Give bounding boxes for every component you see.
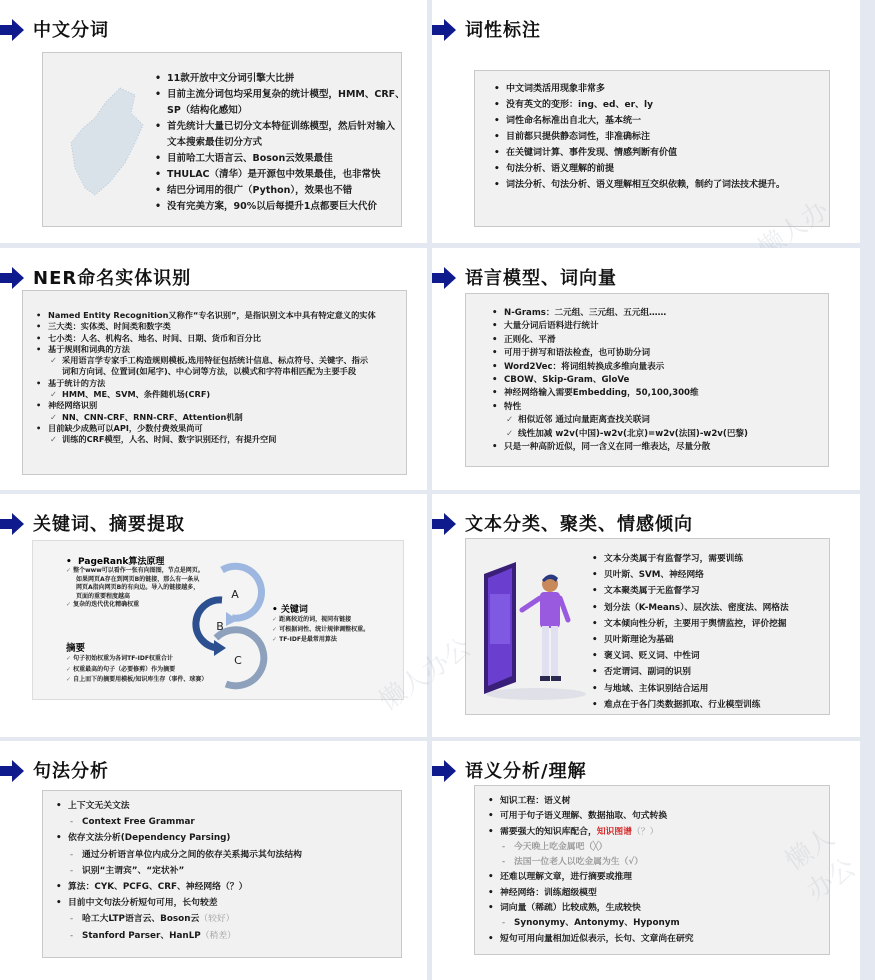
- list-item: [56, 863, 302, 879]
- list-item-text: 可用于句子语义理解、数据抽取、句式转换: [500, 811, 668, 822]
- list-item-text: 没有完美方案，90%以后每提升1点都要巨大代价: [167, 201, 377, 212]
- bullet-icon: •: [592, 570, 598, 581]
- list-item: [592, 648, 789, 664]
- china-map-image: [65, 83, 155, 203]
- list-item: [592, 583, 789, 599]
- dash-icon: -: [70, 914, 74, 925]
- slide-title: 文本分类、聚类、情感倾向: [465, 514, 693, 535]
- bullet: •: [66, 557, 79, 567]
- list-item: [155, 151, 405, 167]
- list-item: [56, 814, 302, 830]
- slide-ner: [0, 248, 427, 490]
- bullet: •: [272, 605, 281, 615]
- list-item-text: 七小类：人名、机构名、地名、时间、日期、货币和百分比: [48, 332, 261, 343]
- list-item-text: 依存文法分析(Dependency Parsing): [68, 833, 231, 844]
- list-item-text: 文本搜索最佳切分方式: [167, 137, 263, 148]
- list-item-text: 文本聚类属于无监督学习: [604, 586, 700, 597]
- bullet-icon: •: [36, 400, 42, 411]
- list-item: [592, 567, 789, 583]
- bullet-icon: •: [36, 377, 42, 388]
- list-item: [592, 664, 789, 680]
- summary-heading: 摘要: [66, 643, 86, 654]
- list-item-text: Named Entity Recognition又称作“专名识别”，是指识别文本中具有特定意义的实体: [48, 310, 376, 320]
- pagerank-section: [66, 554, 204, 610]
- list-item: [36, 400, 376, 411]
- list-item-text: 目前主流分词包均采用复杂的统计模型，HMM、CRF、: [167, 89, 405, 100]
- list-item-text: 目前哈工大语言云、Boson云效果最佳: [167, 153, 333, 164]
- list-item: [155, 87, 405, 103]
- bullet-icon: •: [494, 100, 500, 110]
- slide-title: 中文分词: [33, 20, 109, 41]
- slide-semantic-analysis: [432, 741, 860, 980]
- list-item: [155, 135, 405, 151]
- watermark: 懒人办公: [753, 194, 835, 265]
- bullet-icon: •: [56, 882, 62, 893]
- list-item-text: 贝叶斯理论为基础: [604, 635, 674, 646]
- list-item: [494, 145, 785, 161]
- summary-point: ✓ 自上而下的摘要用模板/知识库生存（事件、球赛）: [66, 676, 208, 683]
- bullet-icon: •: [492, 375, 498, 386]
- list-item-text: 贝叶斯、SVM、神经网络: [604, 570, 704, 581]
- list-item-text: N-Grams：二元组、三元组、五元组……: [504, 308, 667, 318]
- bullet-icon: •: [155, 169, 162, 180]
- bullet-icon: •: [592, 667, 598, 678]
- cycle-label-c: C: [234, 654, 242, 667]
- list-item: [488, 901, 694, 916]
- list-item: [488, 886, 694, 901]
- list-item-text: 需要强大的知识库配合，: [500, 826, 597, 837]
- cycle-label-b: B: [216, 620, 224, 633]
- list-item: [492, 428, 748, 441]
- list-item-text: 哈工大LTP语言云、Boson云: [82, 914, 200, 925]
- list-item: [592, 616, 789, 632]
- bullet-icon: •: [492, 334, 498, 345]
- list-item: [36, 423, 376, 434]
- list-item: [56, 879, 302, 895]
- bullet-icon: •: [36, 343, 42, 354]
- list-item-text: 没有英文的变形：ing、ed、er、ly: [506, 100, 653, 110]
- list-item: [492, 334, 748, 347]
- bullet-icon: •: [155, 201, 162, 212]
- check-icon: ✓: [50, 355, 57, 366]
- list-item: [492, 374, 748, 387]
- bullet-icon: •: [155, 185, 162, 196]
- list-item-text: THULAC（清华）是开源包中效果最佳，也非常快: [167, 169, 381, 180]
- list-item: [592, 681, 789, 697]
- list-item-text: 算法：CYK、PCFG、CRF、神经网络（？）: [68, 882, 248, 893]
- bullet-icon: •: [56, 833, 62, 844]
- bullet-icon: •: [494, 180, 500, 190]
- bullet-icon: •: [488, 887, 494, 898]
- list-item: [36, 434, 376, 445]
- list-item: [492, 401, 748, 414]
- bullet-icon: •: [488, 872, 494, 883]
- bullet-icon: •: [492, 348, 498, 359]
- list-item-text: 基于规则和词典的方法: [48, 343, 130, 354]
- bullet-icon: •: [592, 683, 598, 694]
- list-item: [492, 347, 748, 360]
- bullet-icon: •: [592, 635, 598, 646]
- list-item-text: 句法分析、语义理解的前提: [506, 164, 615, 174]
- list-item: [492, 387, 748, 400]
- slide-word-segmentation: [0, 0, 427, 243]
- slide-pos-tagging: [432, 0, 860, 265]
- list-item-text: 法国一位老人以吃金属为生（√）: [514, 857, 644, 868]
- keywords-section: [272, 602, 369, 645]
- arrow-icon: [0, 19, 24, 41]
- list-item-text: 目前缺少成熟可以API，少数付费效果尚可: [48, 422, 203, 433]
- dash-icon: -: [70, 817, 74, 828]
- bullet-icon: •: [36, 321, 42, 332]
- list-item-text: 基于统计的方法: [48, 377, 106, 388]
- bullet-icon: •: [494, 164, 500, 174]
- bullet-icon: •: [592, 651, 598, 662]
- list-item: [56, 847, 302, 863]
- bullet-icon: •: [592, 618, 598, 629]
- bullet-icon: •: [155, 153, 162, 164]
- list-item-text: 词性命名标准出自北大，基本统一: [506, 116, 642, 126]
- list-item-text: 相似近邻 通过向量距离查找关联词: [518, 415, 650, 426]
- bullet-icon: •: [36, 310, 42, 320]
- list-item-text: 中文词类活用现象非常多: [506, 84, 606, 94]
- person-with-phone-illustration: [476, 554, 596, 704]
- bullet-icon: •: [56, 898, 62, 909]
- pagerank-point: 如果网页A存在到网页B的链接，那么有一条从: [76, 575, 200, 583]
- bullet-icon: •: [592, 699, 598, 710]
- list-item-text: 采用语言学专家手工构造规则模板,选用特征包括统计信息、标点符号、关键字、指示: [62, 355, 369, 366]
- list-item-text: 划分法（K-Means）、层次法、密度法、网格法: [604, 602, 789, 613]
- list-item: [155, 167, 405, 183]
- list-item-text: Synonymy、Antonymy、Hyponym: [514, 918, 680, 929]
- dash-icon: -: [70, 849, 74, 860]
- list-item: [155, 183, 405, 199]
- list-item-text: SP（结构化感知）: [167, 105, 248, 116]
- bullet-list: [36, 310, 376, 446]
- list-item-text: 训练的CRF模型，人名、时间、数字识别还行，有提升空间: [62, 434, 277, 445]
- list-item-text: 还难以理解文章，进行摘要或推理: [500, 872, 632, 883]
- bullet-icon: •: [488, 811, 494, 822]
- dash-icon: -: [502, 918, 506, 929]
- slide-title: 句法分析: [33, 761, 109, 782]
- arrow-icon: [432, 19, 456, 41]
- slide-title: 关键词、摘要提取: [33, 514, 185, 535]
- list-item-text: 目前中文句法分析短句可用，长句较差: [68, 898, 218, 909]
- list-item-text: 目前都只提供静态词性，非准确标注: [506, 132, 651, 142]
- list-item: [592, 697, 789, 713]
- list-item: [488, 825, 694, 840]
- bullet-icon: •: [494, 84, 500, 94]
- list-item-text: Context Free Grammar: [82, 817, 195, 828]
- keyword-point: ✓ 可根据词性、统计规律调整权重。: [272, 626, 370, 633]
- list-item-text: 识别“主谓宾”、“定状补”: [82, 865, 185, 876]
- list-item: [488, 916, 694, 931]
- list-item: [488, 870, 694, 885]
- list-item-text: 词法分析、句法分析、语义理解相互交织依赖，制约了词法技术提升。: [506, 180, 786, 190]
- bullet-icon: •: [488, 933, 494, 944]
- list-item: [488, 855, 694, 870]
- arrow-icon: [432, 267, 456, 289]
- bullet-icon: •: [494, 132, 500, 142]
- dash-icon: -: [70, 930, 74, 941]
- slide-title: 语义分析/理解: [465, 761, 587, 782]
- pagerank-heading: PageRank算法原理: [78, 557, 165, 567]
- slide-title: 词性标注: [465, 20, 541, 41]
- list-item-text: 在关键词计算、事件发现、情感判断有价值: [506, 148, 678, 158]
- list-item: [56, 798, 302, 814]
- list-item: [492, 414, 748, 427]
- bullet-icon: •: [592, 602, 598, 613]
- list-item: [36, 321, 376, 332]
- list-item: [488, 932, 694, 947]
- list-item: [492, 361, 748, 374]
- dash-icon: -: [502, 841, 506, 852]
- slide-text-classification: [432, 494, 860, 737]
- list-item-text: 神经网络识别: [48, 400, 98, 411]
- cycle-label-a: A: [231, 588, 239, 601]
- list-item: [492, 320, 748, 333]
- watermark: 懒人办公: [801, 852, 862, 907]
- list-item-text: 大量分词后语料进行统计: [504, 321, 599, 332]
- note-text: （？）: [631, 826, 659, 837]
- list-item: [36, 389, 376, 400]
- bullet-icon: •: [36, 422, 42, 433]
- list-item-text: NN、CNN-CRF、RNN-CRF、Attention机制: [62, 411, 243, 422]
- list-item: [155, 71, 405, 87]
- bullet-icon: •: [155, 73, 162, 84]
- summary-point: ✓ 句子初始权重为各词TF-IDF权重合计: [66, 655, 173, 662]
- list-item: [155, 119, 405, 135]
- list-item-text: 与地域、主体识别结合运用: [604, 683, 709, 694]
- list-item: [488, 794, 694, 809]
- bullet-list: [488, 794, 694, 947]
- bullet-list: [592, 551, 789, 713]
- list-item: [488, 840, 694, 855]
- slide-keyword-extraction: [0, 494, 427, 737]
- bullet-icon: •: [155, 89, 162, 100]
- slide-language-model: [432, 248, 860, 490]
- dash-icon: -: [502, 857, 506, 868]
- list-item-text: 文本分类属于有监督学习，需要训练: [604, 554, 743, 564]
- check-icon: ✓: [506, 415, 514, 426]
- list-item-text: Word2Vec：将词组转换成多维向量表示: [504, 361, 665, 372]
- keyword-point: ✓ TF-IDF是最常用算法: [272, 636, 337, 643]
- list-item-text: 线性加减 w2v(中国)-w2v(北京)=w2v(法国)-w2v(巴黎): [518, 428, 748, 439]
- summary-section: [66, 640, 207, 686]
- note-text: （较好）: [199, 914, 235, 925]
- pagerank-point: 网页A指向网页B的有向边。导入的链接越多，: [76, 584, 200, 592]
- bullet-icon: •: [592, 554, 598, 564]
- bullet-icon: •: [155, 121, 162, 132]
- list-item: [36, 366, 376, 377]
- list-item-text: 上下文无关文法: [68, 801, 130, 811]
- bullet-icon: •: [488, 903, 494, 914]
- list-item-text: 首先统计大量已切分文本特征训练模型，然后针对输入: [167, 121, 396, 132]
- keyword-point: ✓ 距离较近的词，视同有链接: [272, 616, 352, 623]
- list-item: [492, 441, 748, 454]
- list-item-text: 词和方向词、位置词(如尾字)、中心词等方法，以模式和字符串相匹配为主要手段: [62, 366, 357, 377]
- check-icon: ✓: [506, 428, 514, 439]
- list-item: [592, 551, 789, 567]
- list-item-text: 三大类：实体类、时间类和数字类: [48, 321, 171, 332]
- check-icon: ✓: [50, 434, 57, 445]
- list-item-text: 词向量（稀疏）比较成熟，生成较快: [500, 903, 641, 914]
- list-item-text: 可用于拼写和语法检查，也可协助分词: [504, 348, 651, 359]
- list-item: [155, 103, 405, 119]
- list-item: [56, 911, 302, 927]
- list-item-text: 否定谓词、副词的识别: [604, 667, 691, 678]
- cycle-diagram: [192, 560, 272, 690]
- slide-syntax-parsing: [0, 741, 427, 980]
- bullet-icon: •: [494, 116, 500, 126]
- list-item: [488, 809, 694, 824]
- list-item-text: 11款开放中文分词引擎大比拼: [167, 73, 295, 84]
- list-item: [36, 355, 376, 366]
- list-item: [155, 199, 405, 215]
- list-item: [494, 81, 785, 97]
- list-item-text: 正则化、平滑: [504, 334, 556, 345]
- list-item: [494, 129, 785, 145]
- list-item: [56, 830, 302, 846]
- bullet-list: [155, 71, 405, 215]
- slide-title: 语言模型、词向量: [465, 268, 617, 289]
- list-item-text: 短句可用向量相加近似表示，长句、文章尚在研究: [500, 933, 694, 944]
- list-item: [592, 600, 789, 616]
- list-item: [36, 378, 376, 389]
- check-icon: ✓: [50, 411, 57, 422]
- list-item-text: 神经网络：训练超级模型: [500, 887, 597, 898]
- bullet-list: [56, 798, 302, 944]
- list-item: [494, 113, 785, 129]
- list-item-text: Stanford Parser、HanLP: [82, 930, 201, 941]
- list-item-text: 特性: [504, 401, 522, 412]
- bullet-icon: •: [492, 361, 498, 372]
- list-item-text: 今天晚上吃金属吧（╳）: [514, 841, 608, 852]
- bullet-icon: •: [36, 332, 42, 343]
- pagerank-point: ✓ 复杂的迭代优化精确权重: [66, 601, 140, 609]
- bullet-icon: •: [494, 148, 500, 158]
- bullet-icon: •: [492, 388, 498, 399]
- highlight-text: 知识图谱: [596, 826, 632, 837]
- bullet-icon: •: [488, 826, 494, 837]
- bullet-icon: •: [492, 321, 498, 332]
- pagerank-point: 页面的重要程度越高: [76, 592, 131, 600]
- bullet-icon: •: [492, 401, 498, 412]
- bullet-list: [494, 81, 785, 193]
- bullet-icon: •: [492, 442, 498, 453]
- list-item: [36, 344, 376, 355]
- list-item: [36, 333, 376, 344]
- arrow-icon: [0, 760, 24, 782]
- list-item-text: 神经网络输入需要Embedding，50,100,300维: [504, 388, 699, 399]
- list-item: [494, 97, 785, 113]
- bullet-icon: •: [492, 308, 498, 318]
- arrow-icon: [432, 760, 456, 782]
- list-item-text: 文本倾向性分析，主要用于舆情监控，评价挖掘: [604, 618, 787, 629]
- list-item: [56, 895, 302, 911]
- bullet-icon: •: [592, 586, 598, 597]
- list-item-text: HMM、ME、SVM、条件随机场(CRF): [62, 389, 211, 400]
- list-item: [56, 928, 302, 944]
- list-item: [36, 412, 376, 423]
- list-item-text: CBOW、Skip-Gram、GloVe: [504, 375, 630, 386]
- slide-title: NER命名实体识别: [33, 268, 192, 289]
- list-item: [492, 307, 748, 320]
- pagerank-point: ✓ 整个www可以看作一张有向图图，节点是网页。: [66, 567, 204, 574]
- arrow-icon: [0, 513, 24, 535]
- list-item-text: 只是一种高阶近似，同一含义在同一维表达，尽量分散: [504, 442, 711, 453]
- dash-icon: -: [70, 865, 74, 876]
- list-item: [494, 177, 785, 193]
- list-item: [592, 632, 789, 648]
- list-item-text: 难点在于各门类数据抓取、行业模型训练: [604, 699, 761, 710]
- list-item-text: 结巴分词用的很广（Python），效果也不错: [167, 185, 353, 196]
- list-item-text: 通过分析语言单位内成分之间的依存关系揭示其句法结构: [82, 849, 302, 860]
- list-item: [36, 310, 376, 321]
- arrow-icon: [0, 267, 24, 289]
- keywords-heading: 关键词: [280, 605, 308, 615]
- bullet-list: [492, 307, 748, 454]
- list-item-text: 知识工程：语义树: [500, 796, 571, 806]
- bullet-icon: •: [488, 796, 494, 806]
- note-text: （稍差）: [200, 930, 236, 941]
- bullet-icon: •: [56, 801, 62, 811]
- check-icon: ✓: [50, 389, 57, 400]
- list-item: [494, 161, 785, 177]
- arrow-icon: [432, 513, 456, 535]
- list-item-text: 褒义词、贬义词、中性词: [604, 651, 700, 662]
- summary-point: ✓ 权重最高的句子（必要修剪）作为摘要: [66, 665, 176, 673]
